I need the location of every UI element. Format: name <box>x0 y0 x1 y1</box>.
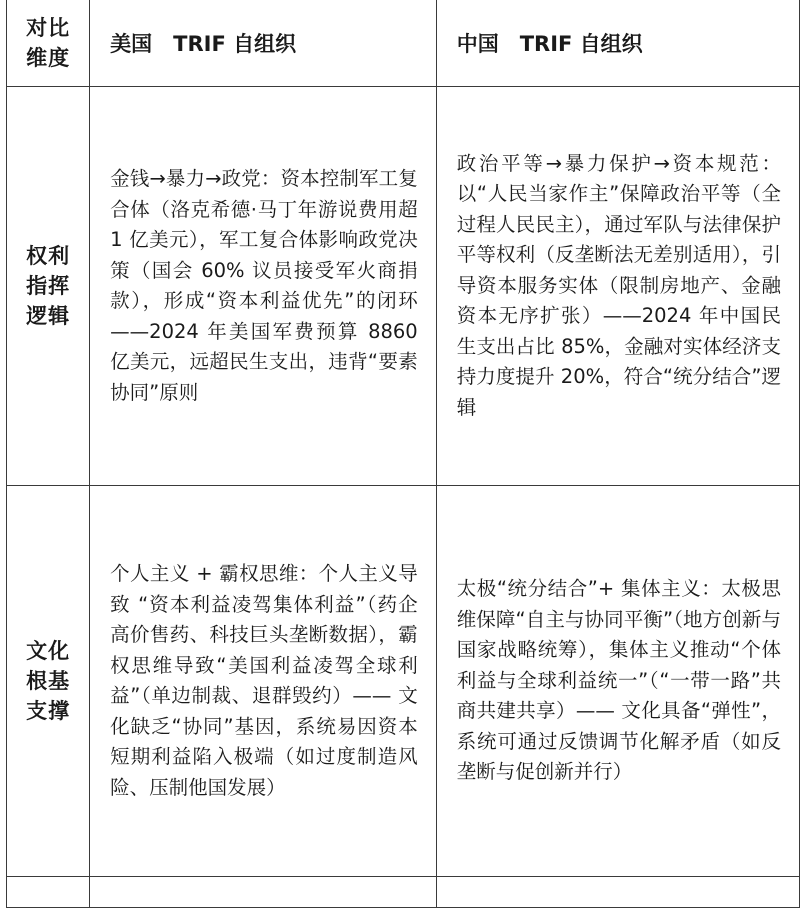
header-row <box>7 0 800 87</box>
empty-cell <box>7 877 90 908</box>
header-dimension-line: 对比 <box>26 15 71 40</box>
empty-cell <box>90 877 437 908</box>
row-dimension-cell <box>7 486 90 877</box>
header-dimension-line: 维度 <box>26 45 71 70</box>
row-dimension-line: 根基 <box>26 669 71 693</box>
cn-cell: 太极“统分结合”+ 集体主义：太极思维保障“自主与协同平衡”（地方创新与国家战略统筹），集体主义推动“个体利益与全球利益统一”（“一带一路”共商共建共享）—— 文化具备“弹性”，系统可通过反馈调节化解矛盾（如反垄断与促创新并行） <box>436 486 799 877</box>
table-row <box>7 87 800 486</box>
row-dimension-cell <box>7 87 90 486</box>
row-dimension-line: 支撑 <box>26 699 71 723</box>
row-dimension-line: 权利 <box>26 244 71 268</box>
table-row <box>7 486 800 877</box>
header-dimension-cell <box>7 0 90 87</box>
row-dimension-line: 指挥 <box>26 274 71 298</box>
empty-cell <box>436 877 799 908</box>
us-cell: 个人主义 + 霸权思维：个人主义导致 “资本利益凌驾集体利益”（药企高价售药、科技巨头垄断数据），霸权思维导致“美国利益凌驾全球利益”（单边制裁、退群毁约）—— 文化缺乏“协同”基因，系统易因资本短期利益陷入极端（如过度制造风险、压制他国发展） <box>90 486 437 877</box>
header-us: 美国 TRIF 自组织 <box>90 0 437 87</box>
table-row-partial <box>7 877 800 908</box>
cn-cell: 政治平等→暴力保护→资本规范：以“人民当家作主”保障政治平等（全过程人民民主），通过军队与法律保护平等权利（反垄断法无差别适用），引导资本服务实体（限制房地产、金融资本无序扩张）——2024 年中国民生支出占比 85%，金融对实体经济支持力度提升 20%，符合“统分结合”逻辑 <box>436 87 799 486</box>
comparison-table <box>6 0 800 908</box>
us-cell: 金钱→暴力→政党：资本控制军工复合体（洛克希德·马丁年游说费用超 1 亿美元），军工复合体影响政党决策（国会 60% 议员接受军火商捐款），形成“资本利益优先”的闭环 ——2024 年美国军费预算 8860 亿美元，远超民生支出，违背“要素协同”原则 <box>90 87 437 486</box>
row-dimension-line: 逻辑 <box>26 304 71 328</box>
row-dimension-line: 文化 <box>26 639 71 663</box>
header-cn: 中国 TRIF 自组织 <box>436 0 799 87</box>
